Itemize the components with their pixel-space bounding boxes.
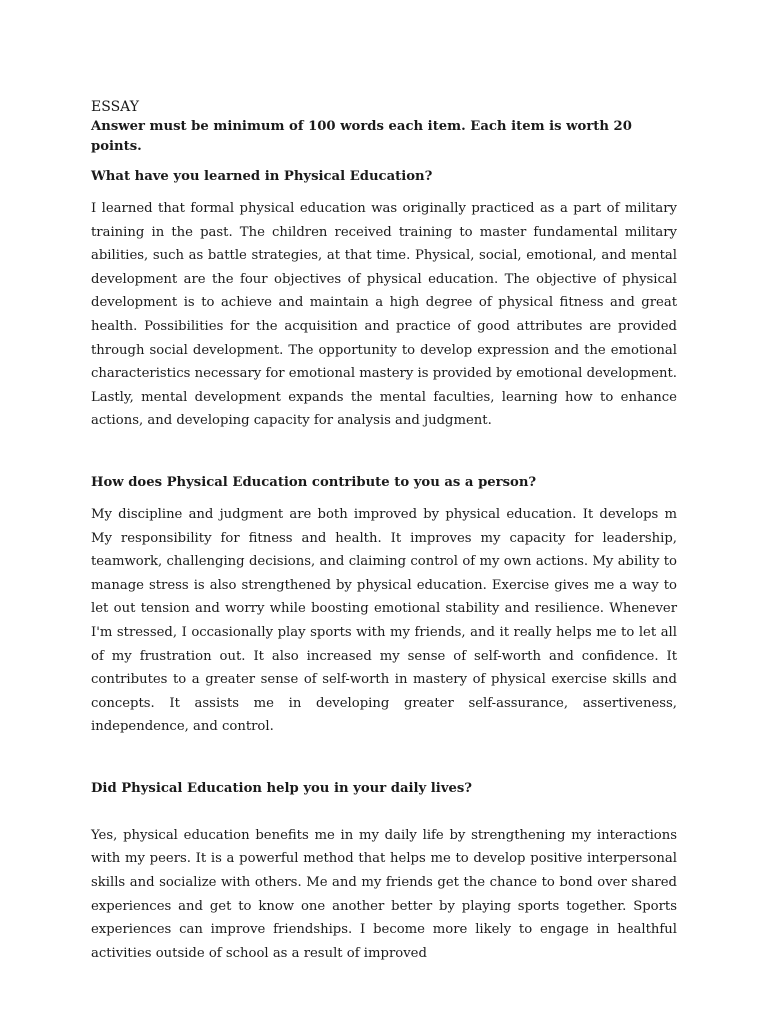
essay-heading: ESSAY <box>91 99 139 115</box>
answer-1: I learned that formal physical education was originally practiced as a part of military training in the past. The children received training to master fundamental military abilities, such as battle strategies, at that time. Physical, social, emotional, and mental development are the four objectives of physical education. The objective of physical development is to achieve and maintain a high degree of physical fitness and great health. Possibilities for the acquisition and practice of good attributes are provided through social development. The opportunity to develop expression and the emotional characteristics necessary for emotional mastery is provided by emotional development. Lastly, mental development expands the mental faculties, learning how to enhance actions, and developing capacity for analysis and judgment. <box>91 201 677 429</box>
question-2: How does Physical Education contribute to you as a person? <box>91 474 537 490</box>
question-1: What have you learned in Physical Education? <box>91 169 433 184</box>
answer-2: My discipline and judgment are both improved by physical education. It develops m My responsibility for fitness and health. It improves my capacity for leadership, teamwork, challenging decisions, and claiming control of my own actions. My ability to manage stress is also strengthened by physical education. Exercise gives me a way to let out tension and worry while boosting emotional stability and resilience. Whenever I'm stressed, I occasionally play sports with my friends, and it really helps me to let all of my frustration out. It also increased my sense of self-worth and confidence. It contributes to a greater sense of self-worth in mastery of physical exercise skills and concepts. It assists me in developing greater self-assurance, assertiveness, independence, and control. <box>91 506 677 735</box>
essay-instructions: Answer must be minimum of 100 words each item. Each item is worth 20 points. <box>91 119 632 154</box>
question-3: Did Physical Education help you in your daily lives? <box>91 780 473 796</box>
answer-3: Yes, physical education benefits me in my daily life by strengthening my interactions with my peers. It is a powerful method that helps me to develop positive interpersonal skills and socialize with others. Me and my friends get the chance to bond over shared experiences and get to know one another better by playing sports together. Sports experiences can improve friendships. I become more likely to engage in healthful activities outside of school as a result of improved <box>91 827 677 961</box>
essay-content <box>91 97 677 965</box>
